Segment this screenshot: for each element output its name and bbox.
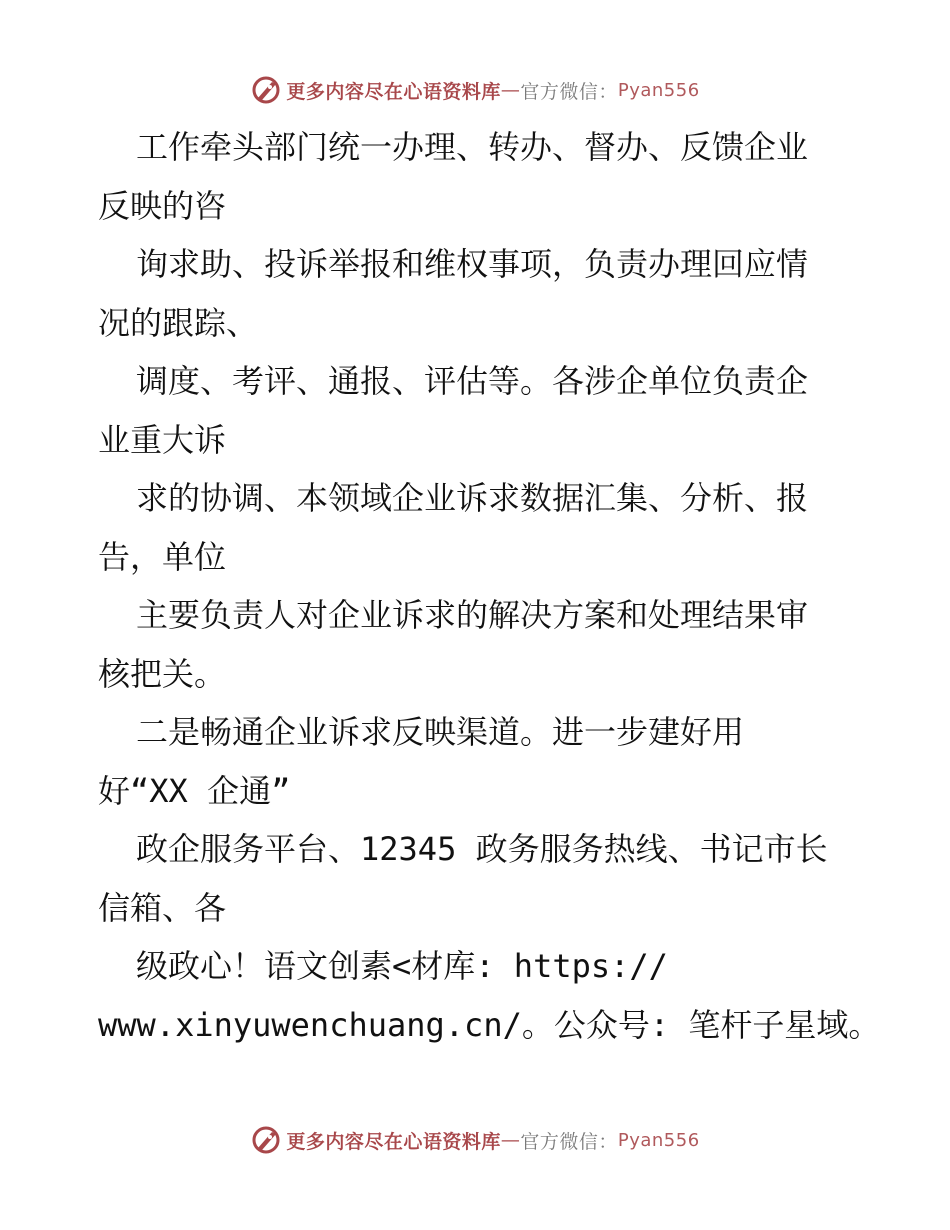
body-line: 工作牵头部门统一办理、转办、督办、反馈企业 [136,128,809,166]
document-body [98,118,881,1054]
body-line: 二是畅通企业诉求反映渠道。进一步建好用 [136,713,745,751]
body-line: 核把关。 [98,654,227,693]
pen-logo-icon [250,1124,282,1156]
body-line: 况的跟踪、 [98,303,259,342]
header-banner [0,70,950,110]
banner-label-text: 官方微信： [520,1130,618,1153]
body-line: 级政心！语文创素<材库: https:// [136,947,668,985]
banner-label-text: 官方微信： [520,80,618,103]
pen-logo-icon [250,74,282,106]
banner-lead-text: 更多内容尽在心语资料库 [286,1130,501,1153]
banner-lead-text: 更多内容尽在心语资料库 [286,80,501,103]
body-line: 求的协调、本领域企业诉求数据汇集、分析、报 [136,479,809,517]
body-line: www.xinyuwenchuang.cn/。公众号: 笔杆子星域。 [98,1005,881,1044]
body-line: 主要负责人对企业诉求的解决方案和处理结果审 [136,596,809,634]
banner-dash: — [500,1129,521,1151]
banner-wechat-id: Pyan556 [617,79,700,101]
banner-dash: — [500,79,521,101]
body-line: 政企服务平台、12345 政务服务热线、书记市长 [136,830,828,868]
body-line: 好“XX 企通” [98,771,291,810]
body-line: 信箱、各 [98,888,227,927]
body-line: 调度、考评、通报、评估等。各涉企单位负责企 [136,362,809,400]
body-line: 询求助、投诉举报和维权事项，负责办理回应情 [136,245,809,283]
banner-wechat-id: Pyan556 [617,1129,700,1151]
body-line: 反映的咨 [98,186,227,225]
footer-banner [0,1120,950,1160]
body-line: 业重大诉 [98,420,227,459]
body-line: 告，单位 [98,537,227,576]
